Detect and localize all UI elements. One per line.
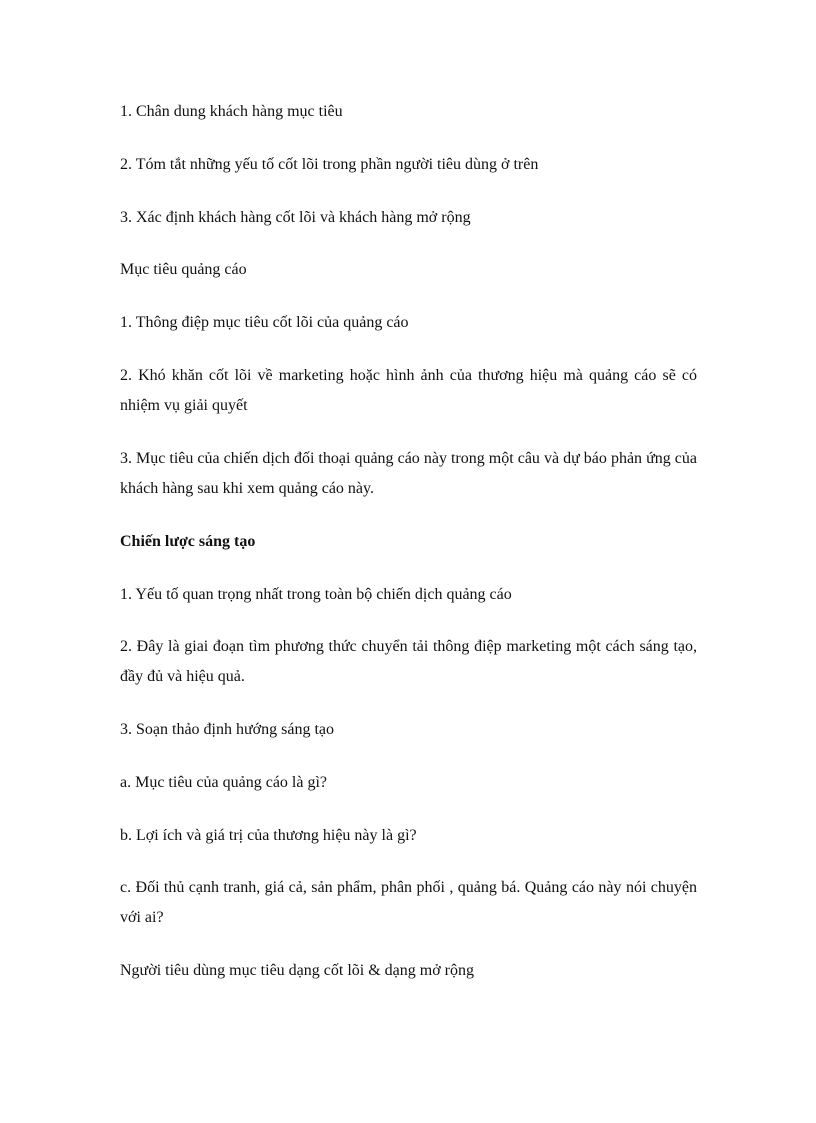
list-item-core-difficulty: 2. Khó khăn cốt lõi về marketing hoặc hình ảnh của thương hiệu mà quảng cáo sẽ có nhiệm vụ giải quyết — [120, 367, 697, 414]
target-consumers-line: Người tiêu dùng mục tiêu dạng cốt lõi & dạng mở rộng — [120, 962, 474, 979]
sub-item-b: b. Lợi ích và giá trị của thương hiệu này là gì? — [120, 827, 417, 844]
list-item-key-element: 1. Yếu tố quan trọng nhất trong toàn bộ chiến dịch quảng cáo — [120, 586, 512, 603]
sub-item-a: a. Mục tiêu của quảng cáo là gì? — [120, 774, 328, 791]
section-heading-creative-strategy: Chiến lược sáng tạo — [120, 533, 256, 550]
list-item-identify-customers: 3. Xác định khách hàng cốt lõi và khách hàng mở rộng — [120, 209, 471, 226]
sub-item-c: c. Đối thủ cạnh tranh, giá cả, sản phẩm, phân phối , quảng bá. Quảng cáo này nói chuyện với ai? — [120, 879, 697, 926]
list-item-creative-direction: 3. Soạn thảo định hướng sáng tạo — [120, 721, 334, 738]
section-heading-ad-objectives: Mục tiêu quảng cáo — [120, 261, 247, 278]
list-item-creative-stage: 2. Đây là giai đoạn tìm phương thức chuyển tải thông điệp marketing một cách sáng tạo, đầy đủ và hiệu quả. — [120, 638, 697, 685]
list-item-core-summary: 2. Tóm tắt những yếu tố cốt lõi trong phần người tiêu dùng ở trên — [120, 156, 539, 173]
list-item-customer-portrait: 1. Chân dung khách hàng mục tiêu — [120, 103, 343, 120]
list-item-campaign-goal: 3. Mục tiêu của chiến dịch đối thoại quảng cáo này trong một câu và dự báo phản ứng của khách hàng sau khi xem quảng cáo này. — [120, 450, 697, 497]
list-item-core-message: 1. Thông điệp mục tiêu cốt lõi của quảng cáo — [120, 314, 409, 331]
